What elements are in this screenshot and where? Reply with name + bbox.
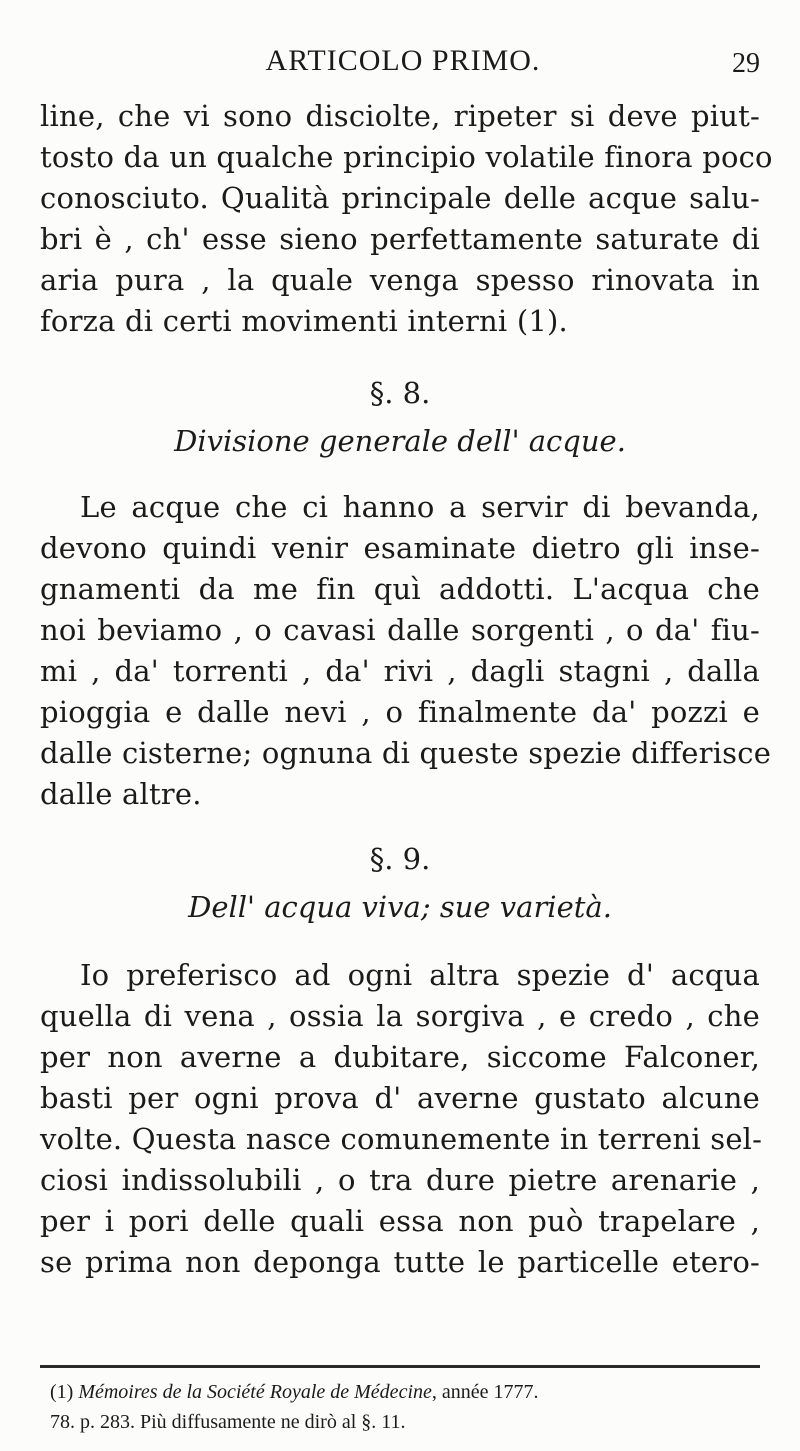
text-line: volte. Questa nasce comunemente in terreni sel- <box>40 1122 763 1156</box>
text-line: tosto da un qualche principio volatile finora poco <box>40 140 773 174</box>
text-line: conosciuto. Qualità principale delle acque salu- <box>40 181 760 215</box>
text-line: devono quindi venir esaminate dietro gli inse- <box>40 531 760 565</box>
footnote-year: , année 1777. <box>431 1381 539 1403</box>
footnote <box>50 1377 760 1437</box>
footnote-marker: (1) <box>50 1381 74 1403</box>
paragraph-acqua-viva <box>40 955 763 1283</box>
text-line: line, che vi sono disciolte, ripeter si deve piut- <box>40 99 760 133</box>
paragraph-acque <box>40 487 772 815</box>
text-line: forza di certi movimenti interni (1). <box>40 304 568 338</box>
text-line: quella di vena , ossia la sorgiva , e credo , che <box>40 999 760 1033</box>
text-line: dalle cisterne; ognuna di queste spezie differisce <box>40 736 772 770</box>
text-line: dalle altre. <box>40 777 202 811</box>
footnote-rule <box>40 1365 760 1368</box>
text-line: gnamenti da me fin quì addotti. L'acqua che <box>40 572 760 606</box>
text-line: noi beviamo , o cavasi dalle sorgenti , o da' fiu- <box>40 613 760 647</box>
text-line: aria pura , la quale venga spesso rinovata in <box>40 263 760 297</box>
text-line: Le acque che ci hanno a servir di bevanda, <box>80 490 760 524</box>
text-line: pioggia e dalle nevi , o finalmente da' pozzi e <box>40 695 760 729</box>
section-heading: Divisione generale dell' acque. <box>174 424 626 458</box>
section-number: §. 9. <box>369 842 431 876</box>
section-number: §. 8. <box>369 376 431 410</box>
text-line: se prima non deponga tutte le particelle etero- <box>40 1245 760 1279</box>
text-line: bri è , ch' esse sieno perfettamente saturate di <box>40 222 760 256</box>
page-number: 29 <box>732 48 760 79</box>
text-line: per i pori delle quali essa non può trapelare , <box>40 1204 760 1238</box>
text-line: per non averne a dubitare, siccome Falconer, <box>40 1040 760 1074</box>
paragraph-continuation <box>40 96 773 342</box>
running-title: ARTICOLO PRIMO. <box>265 44 541 77</box>
section-heading: Dell' acqua viva; sue varietà. <box>188 890 612 924</box>
text-line: Io preferisco ad ogni altra spezie d' acqua <box>80 958 760 992</box>
footnote-source: Mémoires de la Société Royale de Médecine <box>78 1381 432 1403</box>
footnote-line <box>50 1377 760 1407</box>
text-line: mi , da' torrenti , da' rivi , dagli stagni , dalla <box>40 654 760 688</box>
running-head <box>0 44 800 84</box>
text-line: ciosi indissolubili , o tra dure pietre arenarie , <box>40 1163 760 1197</box>
text-line: basti per ogni prova d' averne gustato alcune <box>40 1081 760 1115</box>
footnote-line: 78. p. 283. Più diffusamente ne dirò al §. 11. <box>50 1411 406 1433</box>
